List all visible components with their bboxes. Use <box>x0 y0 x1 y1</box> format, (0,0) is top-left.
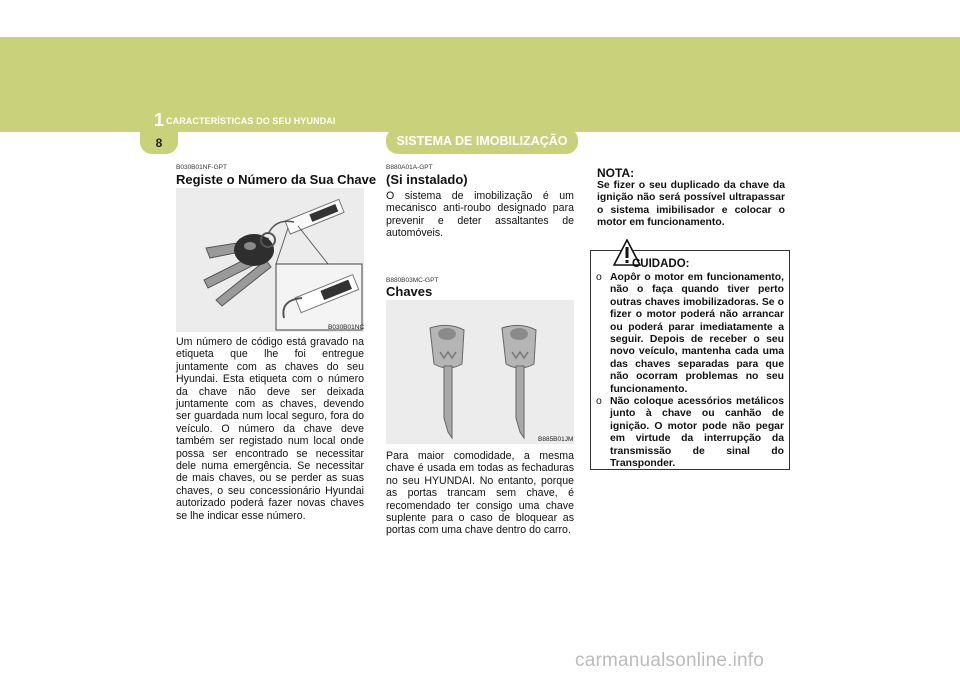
section-code: B030B01NF-GPT <box>176 164 227 171</box>
note-text: Se fizer o seu duplicado da chave da ignição não será possível ultrapassar o sistema imibilisador e colocar o motor em funcionamento. <box>597 180 785 229</box>
watermark: carmanualsonline.info <box>575 650 765 671</box>
chapter-number: 1 <box>154 110 165 130</box>
photo-code: B885B01JM <box>538 436 574 443</box>
keys-tag-photo <box>176 188 364 332</box>
caution-list <box>596 272 784 471</box>
section-heading: (Si instalado) <box>386 172 468 187</box>
header-banner <box>0 37 960 132</box>
section-code: B880B03MC-GPT <box>386 277 439 284</box>
section-title: SISTEMA DE IMOBILIZAÇÃO <box>386 128 578 154</box>
section-code: B880A01A-GPT <box>386 164 433 171</box>
caution-item-text: Aopôr o motor em funcionamento, não o faça quando tiver perto outras chaves imobilizadoras. Se o fizer o motor poderá não arrancar ou poderá parar imediatamente a seguir. Depois de receber o seu novo veículo, mantenha cada uma das chaves separadas para que não ocorram problemas no seu funcionamento. <box>610 272 784 395</box>
section-heading: Chaves <box>386 284 433 299</box>
body-text: Um número de código está gravado na etiqueta que lhe foi entregue juntamente com as chaves do seu Hyundai. Esta etiqueta com o número da chave não deve ser deixada juntamente com as chaves, devendo ser guardada num local seguro, fora do veículo. O número da chave deve também ser registado num local onde possa ser encontrado se necessitar dele numa emergência. Se necessitar de mais chaves, ou se perder as suas chaves, o seu concessionário Hyundai autorizado poderá fazer novas chaves se lhe indicar esse número. <box>176 336 364 522</box>
caution-title: CUIDADO: <box>632 258 690 270</box>
chapter-title: CARACTERÍSTICAS DO SEU HYUNDAI <box>166 116 336 126</box>
caution-item-text: Não coloque acessórios metálicos junto à chave ou canhão de ignição. O motor pode não pegar em virtude da interrupção da transmissão de sinal do Transponder. <box>610 396 784 470</box>
section-heading: Registe o Número da Sua Chave <box>176 172 377 187</box>
body-text: Para maior comodidade, a mesma chave é usada em todas as fechaduras no seu HYUNDAI. No entanto, porque as portas trancam sem chave, é recomendado ter consigo uma chave suplente para o caso de bloquear as portas com uma chave dentro do carro. <box>386 450 574 537</box>
note-title: NOTA: <box>597 166 635 180</box>
caution-item <box>596 272 784 396</box>
bullet: o <box>596 396 602 408</box>
two-keys-photo <box>386 300 574 444</box>
body-text: O sistema de imobilização é um mecanisco anti-roubo designado para prevenir e deter assaltantes de automóveis. <box>386 190 574 240</box>
two-keys-illustration <box>386 300 574 444</box>
caution-item <box>596 396 784 470</box>
bullet: o <box>596 272 602 283</box>
page-number: 8 <box>140 132 178 154</box>
photo-code: B030B01NC <box>328 324 365 331</box>
keys-tag-illustration <box>176 188 364 332</box>
